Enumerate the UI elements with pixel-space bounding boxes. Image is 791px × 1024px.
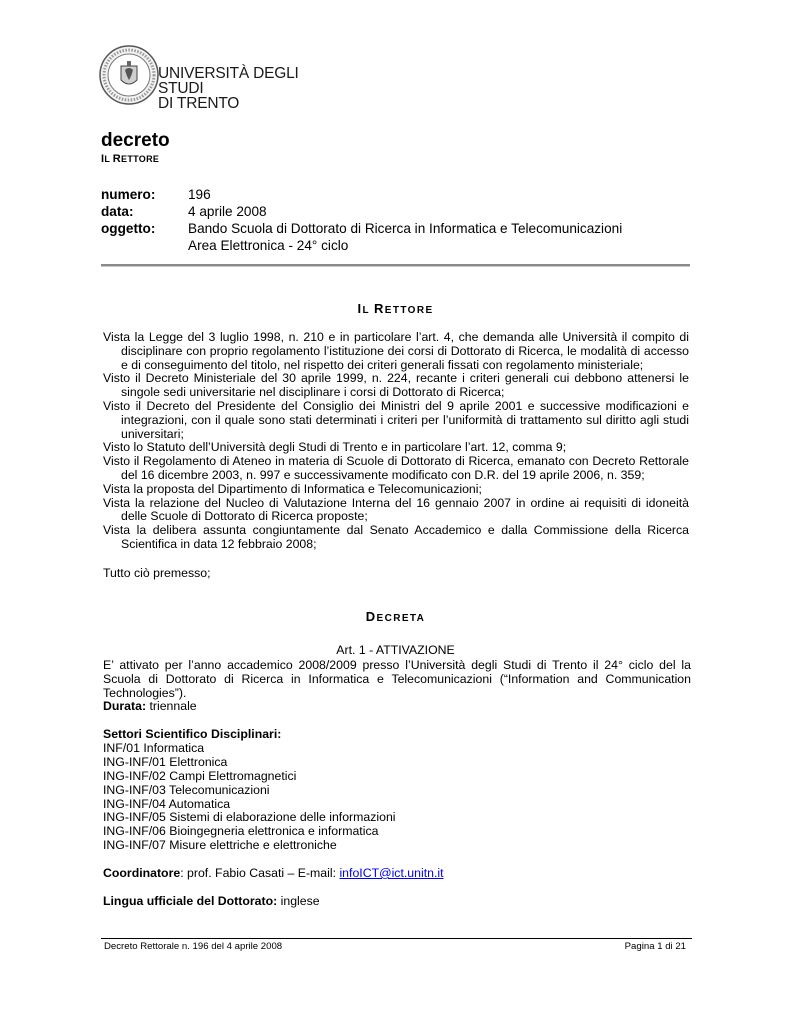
document-title: decreto bbox=[101, 130, 170, 151]
university-seal-icon bbox=[98, 44, 160, 106]
header-divider bbox=[101, 264, 690, 267]
subtitle-cap-1: I bbox=[101, 153, 105, 165]
lingua-value: inglese bbox=[277, 894, 320, 908]
section1-rest2: ETTORE bbox=[384, 305, 434, 316]
section1-cap1: I bbox=[357, 301, 363, 316]
premise-paragraph: Vista la relazione del Nucleo di Valutazione Interna del 16 gennaio 2007 in ordine ai requisiti di idoneità delle Scuole di Dottorato di Ricerca proposte; bbox=[103, 495, 689, 524]
document-subtitle bbox=[101, 153, 159, 165]
premise-paragraph: Visto il Decreto del Presidente del Consiglio dei Ministri del 9 aprile 2001 e successive modificazioni e integrazioni, con il quale sono stati determinati i criteri per l’uniformità di trattamento sul diritto agli studi universitari; bbox=[103, 398, 689, 441]
premise-paragraph: Visto lo Statuto dell’Università degli Studi di Trento e in particolare l’art. 12, comma 9; bbox=[103, 440, 567, 455]
footer-divider bbox=[101, 938, 692, 939]
oggetto-label: oggetto: bbox=[101, 221, 156, 236]
section2-cap1: D bbox=[365, 609, 377, 624]
section2-rest1: ECRETA bbox=[376, 613, 426, 624]
settori-label: Settori Scientifico Disciplinari: bbox=[103, 727, 282, 741]
coordinatore-text: : prof. Fabio Casati – E-mail: bbox=[180, 866, 340, 880]
subtitle-part-1: L bbox=[104, 154, 113, 164]
premise-paragraph: Visto il Regolamento di Ateneo in materia di Scuole di Dottorato di Ricerca, emanato con Decreto Rettorale del 16 dicembre 2003, n. 997 e successivamente modificato con D.R. del 19 aprile 2006, n. 359; bbox=[103, 454, 689, 482]
premise-paragraph: Vista la proposta del Dipartimento di Informatica e Telecomunicazioni; bbox=[103, 481, 482, 496]
oggetto-value-line1: Bando Scuola di Dottorato di Ricerca in Informatica e Telecomunicazioni bbox=[188, 221, 623, 236]
settori-list bbox=[103, 728, 603, 853]
lingua-line bbox=[103, 895, 689, 909]
university-name-line2: DI TRENTO bbox=[158, 95, 240, 112]
coordinatore-line bbox=[103, 867, 689, 881]
page-number: Pagina 1 di 21 bbox=[624, 941, 686, 952]
numero-value: 196 bbox=[188, 187, 211, 202]
numero-label: numero: bbox=[101, 187, 156, 202]
data-value: 4 aprile 2008 bbox=[188, 204, 267, 219]
oggetto-row bbox=[101, 220, 638, 254]
decree-metadata bbox=[101, 186, 638, 254]
university-logo bbox=[98, 44, 328, 112]
list-item: ING-INF/03 Telecomunicazioni bbox=[103, 782, 270, 797]
section1-rest1: L bbox=[362, 305, 374, 316]
data-label: data: bbox=[101, 204, 134, 219]
section-heading-il-rettore bbox=[101, 301, 690, 316]
list-item: ING-INF/06 Bioingegneria elettronica e informatica bbox=[103, 824, 379, 839]
article-heading: Art. 1 - ATTIVAZIONE bbox=[336, 643, 455, 657]
coordinatore-label: Coordinatore bbox=[103, 866, 181, 880]
article-text: E’ attivato per l’anno accademico 2008/2009 presso l’Università degli Studi di Trento il 24° ciclo del la Scuola di Dottorato di Ricerca in Informatica e Telecomunicazioni (“Information and Communication Technologies”). bbox=[103, 658, 691, 700]
list-item: ING-INF/02 Campi Elettromagnetici bbox=[103, 768, 297, 783]
section1-cap2: R bbox=[373, 301, 385, 316]
durata-line bbox=[103, 700, 689, 714]
section-heading-decreta bbox=[101, 609, 690, 624]
premise-paragraph: Visto il Decreto Ministeriale del 30 aprile 1999, n. 224, recante i criteri generali cui debbono attenersi le singole sedi universitarie nel disciplinare i corsi di Dottorato di Ricerca; bbox=[103, 371, 689, 400]
numero-row bbox=[101, 186, 638, 203]
premises-list bbox=[103, 331, 689, 552]
list-item: INF/01 Informatica bbox=[103, 740, 205, 755]
footer-reference: Decreto Rettorale n. 196 del 4 aprile 2008 bbox=[104, 941, 283, 952]
oggetto-value-line2: Area Elettronica - 24° ciclo bbox=[188, 238, 349, 253]
durata-label: Durata: bbox=[103, 699, 147, 713]
list-item: ING-INF/01 Elettronica bbox=[103, 754, 228, 769]
premesso-text: Tutto ciò premesso; bbox=[103, 566, 211, 580]
premise-paragraph: Vista la delibera assunta congiuntamente dal Senato Accademico e dalla Commissione della Ricerca Scientifica in data 12 febbraio 2008; bbox=[103, 523, 689, 551]
list-item: ING-INF/05 Sistemi di elaborazione delle informazioni bbox=[103, 810, 396, 825]
subtitle-cap-2: R bbox=[112, 153, 122, 165]
coordinatore-email-link[interactable]: infoICT@ict.unitn.it bbox=[339, 866, 444, 880]
lingua-label: Lingua ufficiale del Dottorato: bbox=[103, 894, 278, 908]
list-item: ING-INF/04 Automatica bbox=[103, 796, 231, 811]
university-name-line1: UNIVERSITÀ DEGLI STUDI bbox=[158, 65, 299, 97]
list-item: ING-INF/07 Misure elettriche e elettroniche bbox=[103, 838, 337, 853]
university-name bbox=[158, 66, 333, 111]
oggetto-value bbox=[188, 220, 638, 254]
durata-value: triennale bbox=[146, 699, 197, 713]
data-row bbox=[101, 203, 638, 220]
premise-paragraph: Vista la Legge del 3 luglio 1998, n. 210 e in particolare l’art. 4, che demanda alle Università il compito di disciplinare con proprio regolamento l’istituzione dei corsi di Dottorato di Ricerca, le modalità di accesso e di conseguimento del titolo, nel rispetto dei criteri generali fissati con regolamento ministeriale; bbox=[103, 330, 689, 372]
subtitle-part-2: ETTORE bbox=[121, 154, 160, 164]
